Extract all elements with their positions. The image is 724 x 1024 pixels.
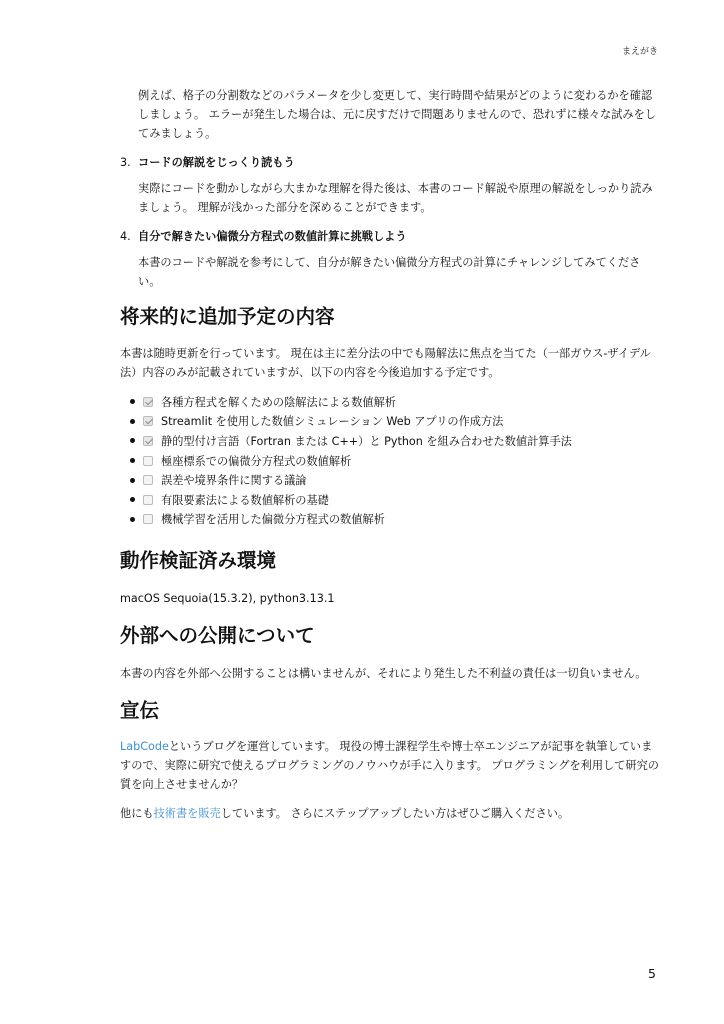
step-3-label: コードの解説をじっくり読もう xyxy=(138,156,295,169)
task-label: 誤差や境界条件に関する議論 xyxy=(161,474,307,488)
step-3-title xyxy=(120,153,660,172)
checkbox-unchecked-icon[interactable] xyxy=(143,475,153,485)
step-4-number: 4. xyxy=(120,230,131,243)
future-heading: 将来的に追加予定の内容 xyxy=(120,305,335,328)
task-label: Streamlit を使用した数値シミュレーション Web アプリの作成方法 xyxy=(161,415,504,429)
running-header: まえがき xyxy=(621,47,658,57)
bullet-icon xyxy=(130,458,135,463)
step-3-body: 実際にコードを動かしながら大まかな理解を得た後は、本書のコード解説や原理の解説をしっかり読みましょう。 理解が浅かった部分を深めることができます。 xyxy=(138,182,653,214)
promo-heading: 宣伝 xyxy=(120,699,160,723)
task-list xyxy=(120,392,660,529)
checkbox-checked-icon[interactable] xyxy=(143,416,153,426)
task-item xyxy=(120,431,660,451)
page-content xyxy=(120,86,660,823)
task-label: 静的型付け言語（Fortran または C++）と Python を組み合わせた数値計算手法 xyxy=(161,434,572,448)
labcode-link[interactable]: LabCode xyxy=(120,740,169,754)
bullet-icon xyxy=(130,497,135,502)
promo-text-1: というブログを運営しています。 現役の博士課程学生や博士卒エンジニアが記事を執筆していますので、実際に研究で使えるプログラミングのノウハウが手に入ります。 プログラミングを利用して研究の質を向上させませんか？ xyxy=(120,740,659,792)
checkbox-unchecked-icon[interactable] xyxy=(143,495,153,505)
task-item xyxy=(120,392,660,412)
promo-text-2b: しています。 さらにステップアップしたい方はぜひご購入ください。 xyxy=(220,807,570,821)
bullet-icon xyxy=(130,478,135,483)
step-4-title xyxy=(120,227,660,246)
task-item xyxy=(120,451,660,471)
promo-paragraph-1 xyxy=(120,737,660,794)
env-heading: 動作検証済み環境 xyxy=(120,549,277,573)
task-label: 極座標系での偏微分方程式の数値解析 xyxy=(161,454,352,468)
task-item xyxy=(120,510,660,530)
checkbox-checked-icon[interactable] xyxy=(143,436,153,446)
bullet-icon xyxy=(130,399,135,404)
future-body: 本書は随時更新を行っています。 現在は主に差分法の中でも陽解法に焦点を当てた（一部ガウス-ザイデル法）内容のみが記載されていますが、以下の内容を今後追加する予定です。 xyxy=(120,347,651,379)
public-body: 本書の内容を外部へ公開することは構いませんが、それにより発生した不利益の責任は一切負いません。 xyxy=(120,667,647,681)
promo-text-2a: 他にも xyxy=(120,807,154,821)
step-3-number: 3. xyxy=(120,156,131,169)
task-label: 機械学習を活用した偏微分方程式の数値解析 xyxy=(161,513,385,527)
task-label: 各種方程式を解くための陰解法による数値解析 xyxy=(161,395,396,409)
public-heading: 外部への公開について xyxy=(120,624,315,648)
step-4-body: 本書のコードや解説を参考にして、自分が解きたい偏微分方程式の計算にチャレンジしてみてください。 xyxy=(138,256,641,288)
promo-paragraph-2 xyxy=(120,804,660,823)
env-body: macOS Sequoia(15.3.2), python3.13.1 xyxy=(120,592,335,606)
task-item xyxy=(120,412,660,432)
checkbox-unchecked-icon[interactable] xyxy=(143,456,153,466)
bullet-icon xyxy=(130,517,135,522)
bullet-icon xyxy=(130,438,135,443)
page-number: 5 xyxy=(648,966,656,981)
checkbox-checked-icon[interactable] xyxy=(143,397,153,407)
book-sales-link[interactable]: 技術書を販売 xyxy=(153,807,221,821)
task-item xyxy=(120,490,660,510)
checkbox-unchecked-icon[interactable] xyxy=(143,514,153,524)
step-4-label: 自分で解きたい偏微分方程式の数値計算に挑戦しよう xyxy=(138,230,407,243)
bullet-icon xyxy=(130,419,135,424)
task-label: 有限要素法による数値解析の基礎 xyxy=(161,493,329,507)
intro-paragraph: 例えば、格子の分割数などのパラメータを少し変更して、実行時間や結果がどのように変わるかを確認しましょう。 エラーが発生した場合は、元に戻すだけで問題ありませんので、恐れずに様々な試みをしてみましょう。 xyxy=(138,89,656,140)
task-item xyxy=(120,470,660,490)
